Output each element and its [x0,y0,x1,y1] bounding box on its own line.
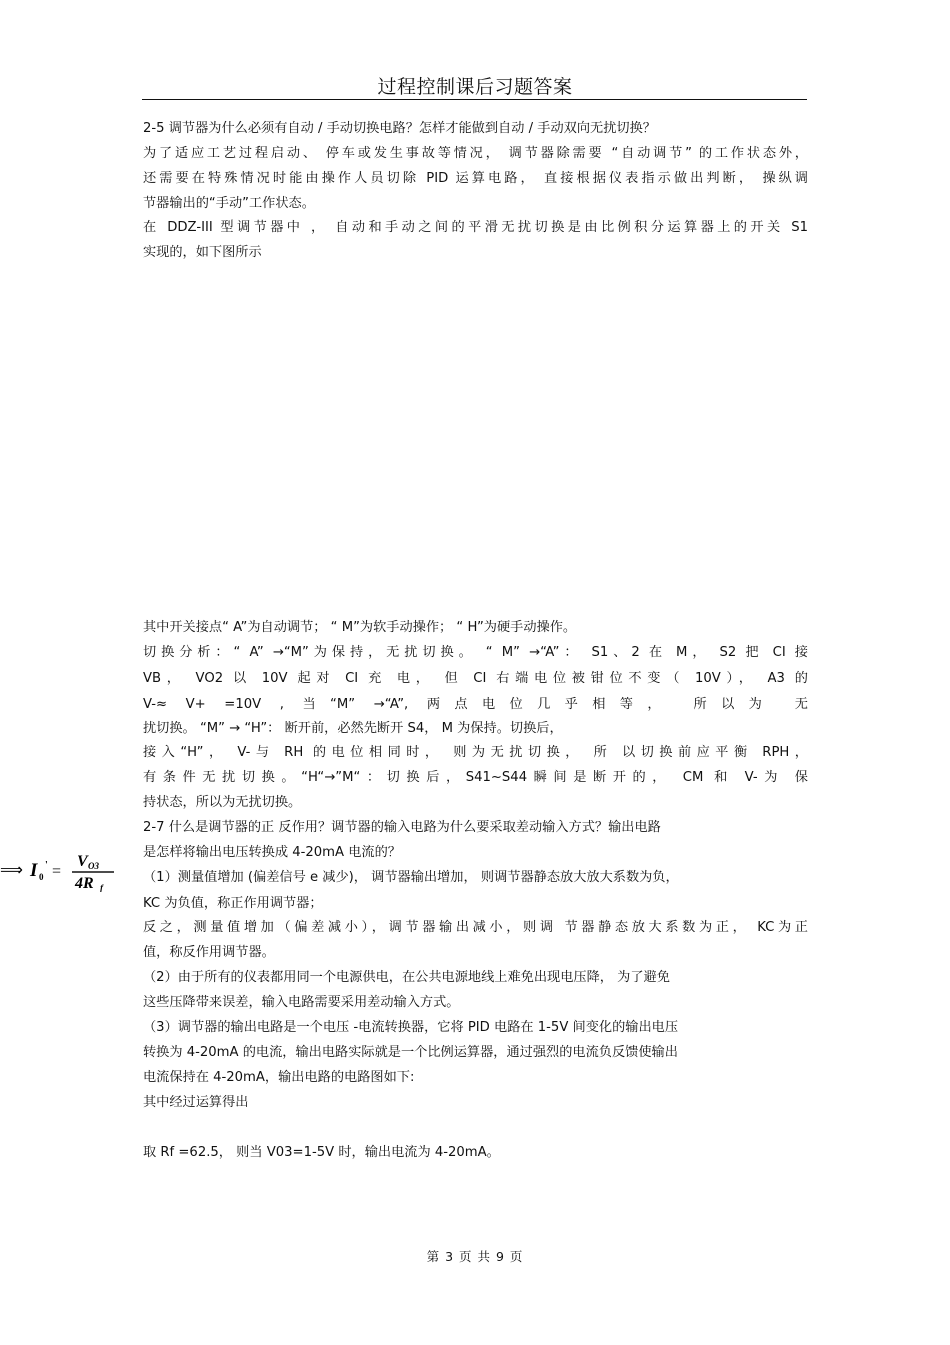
text-line: 2-7 什么是调节器的正 反作用？调节器的输入电路为什么要采取差动输入方式？输出电路 [143,820,661,835]
text-line: VB， VO2 以 10V 起对 CI 充 电， 但 CI 右端电位被钳位不变（ 10V）， A3 的 [143,671,808,686]
text-line: 其中经过运算得出 [143,1095,249,1110]
text-line: 取 Rf =62.5， 则当 V03=1-5V 时，输出电流为 4-20mA。 [143,1145,500,1160]
text-line: （2）由于所有的仪表都用同一个电源供电，在公共电源地线上难免出现电压降， 为了避免 [143,970,670,985]
formula-lhs-sub: 0 [39,872,44,882]
text-line: 切换分析：“ A” →“M”为保持，无扰切换。 “ M” →“A”： S1、2 在 M， S2 把 CI 接 [143,645,808,660]
text-line: 还需要在特殊情况时能由操作人员切除 PID 运算电路， 直接根据仪表指示做出判断， 操纵调 [143,171,808,186]
text-line: 实现的，如下图所示 [143,245,262,260]
text-line: 2-5 调节器为什么必须有自动 / 手动切换电路？怎样才能做到自动 / 手动双向无扰切换？ [143,121,656,136]
text-line: 值，称反作用调节器。 [143,945,275,960]
text-line: 转换为 4-20mA 的电流，输出电路实际就是一个比例运算器，通过强烈的电流负反馈使输出 [143,1045,678,1060]
text-line: 扰切换。 “M” → “H”： 断开前，必然先断开 S4， M 为保持。切换后， [143,721,563,736]
formula-lhs-sup: ' [45,860,48,871]
text-line: 接入“H”， V-与 RH 的电位相同时， 则为无扰切换， 所 以切换前应平衡 RPH， [143,745,808,760]
text-line: 是怎样将输出电压转换成 4-20mA 电流的？ [143,845,401,860]
text-line: 其中开关接点“ A”为自动调节； “ M”为软手动操作； “ H”为硬手动操作。 [143,620,577,635]
document-title: 过程控制课后习题答案 [377,76,573,98]
implies-arrow: ⟹ [0,860,23,879]
text-line: 这些压降带来误差，输入电路需要采用差动输入方式。 [143,995,460,1010]
text-line: 有条件无扰切换。“H“→”M“：切换后，S41~S44瞬间是断开的， CM 和 V-为 保 [143,770,808,785]
text-line: 为了适应工艺过程启动、 停车或发生事故等情况， 调节器除需要 “自动调节” 的工作状态外， [143,146,808,161]
formula-numerator-sub: O3 [88,861,99,871]
text-line: （1）测量值增加 (偏差信号 e 减少)， 调节器输出增加， 则调节器静态放大放大系数为负， [143,870,679,885]
title-underline [142,99,807,100]
formula-equals: = [52,863,62,880]
text-line: 节器输出的“手动”工作状态。 [143,196,315,211]
formula-lhs: I [30,860,38,881]
text-line: 在 DDZ-III 型调节器中 ， 自动和手动之间的平滑无扰切换是由比例积分运算器上的开关 S1 [143,220,808,235]
formula-numerator: V [77,853,88,870]
page-footer: 第 3 页 共 9 页 [426,1249,524,1264]
text-line: V-≈ V+ =10V , 当“M” →“A”, 两点电位几乎相等， 所以为 无 [143,697,808,712]
text-line: 反之，测量值增加（偏差减小），调节器输出减小，则调 节器静态放大系数为正， KC为正 [143,920,808,935]
formula-denominator-sub: f [100,883,103,892]
text-line: （3）调节器的输出电路是一个电压 -电流转换器，它将 PID 电路在 1-5V 间变化的输出电压 [143,1020,679,1035]
text-line: KC 为负值，称正作用调节器； [143,896,323,911]
current-formula [0,846,120,892]
text-line: 持状态，所以为无扰切换。 [143,795,302,810]
formula-denominator: 4R [75,875,94,892]
text-line: 电流保持在 4-20mA，输出电路的电路图如下: [143,1070,415,1085]
